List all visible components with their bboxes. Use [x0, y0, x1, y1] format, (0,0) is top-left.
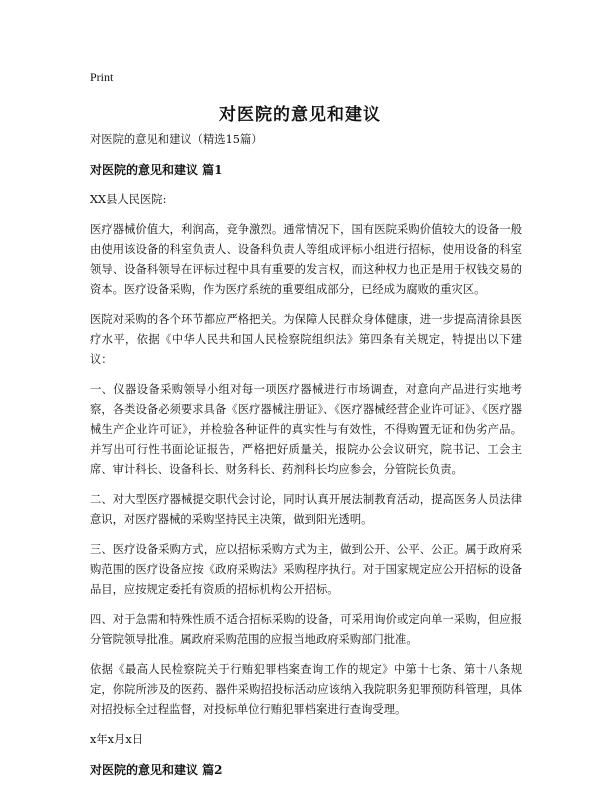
page-title: 对医院的意见和建议 — [219, 105, 381, 125]
paragraph-6: 四、对于急需和特殊性质不适合招标采购的设备，可采用询价或定向单一采购，但应报分管院领导批准。属政府采购范围的应报当地政府采购部门批准。 — [90, 613, 522, 646]
document-body — [90, 130, 522, 790]
paragraph-4: 二、对大型医疗器械提交职代会讨论，同时认真开展法制教育活动，提高医务人员法律意识，对医疗器械的采购坚持民主决策，做到阳光透明。 — [90, 493, 522, 526]
paragraph-7: 依据《最高人民检察院关于行贿犯罪档案查询工作的规定》中第十七条、第十八条规定，你院所涉及的医药、器件采购招投标活动应该纳入我院职务犯罪预防科管理，具体对招投标全过程监督，对投标单位行贿犯罪档案进行查询受理。 — [90, 663, 522, 716]
document-subtitle: 对医院的意见和建议（精选15篇） — [90, 133, 263, 146]
print-label[interactable]: Print — [90, 70, 114, 84]
section-heading-2: 对医院的意见和建议 篇2 — [90, 763, 223, 777]
paragraph-2: 医院对采购的各个环节都应严格把关。为保障人民群众身体健康，进一步提高清徐县医疗水平，依据《中华人民共和国人民检察院组织法》第四条有关规定，特提出以下建议： — [90, 313, 522, 366]
paragraph-5: 三、医疗设备采购方式，应以招标采购方式为主，做到公开、公平、公正。属于政府采购范围的医疗设备应按《政府采购法》采购程序执行。对于国家规定应公开招标的设备品目，应按规定委托有资质的招标机构公开招标。 — [90, 543, 522, 596]
paragraph-1: 医疗器械价值大，利润高，竞争激烈。通常情况下，国有医院采购价值较大的设备一般由使用该设备的科室负责人、设备科负责人等组成评标小组进行招标，使用设备的科室领导、设备科领导在评标过程中具有重要的发言权，而这种权力也正是用于权钱交易的资本。医疗设备采购，作为医疗系统的重要组成部分，已经成为腐败的重灾区。 — [90, 223, 522, 296]
date-line: x年x月x日 — [90, 733, 144, 746]
salutation: XX县人民医院: — [90, 193, 167, 206]
paragraph-3: 一、仪器设备采购领导小组对每一项医疗器械进行市场调查，对意向产品进行实地考察，各类设备必须要求具备《医疗器械注册证》、《医疗器械经营企业许可证》、《医疗器械生产企业许可证》，并检验各种证件的真实性与有效性，不得购置无证和伪劣产品。并写出可行性书面论证报告，严格把好质量关，报院办公会议研究，院书记、工会主席、审计科长、设备科长、财务科长、药剂科长均应参会，分管院长负责。 — [90, 383, 522, 476]
section-heading-1: 对医院的意见和建议 篇1 — [90, 163, 223, 177]
